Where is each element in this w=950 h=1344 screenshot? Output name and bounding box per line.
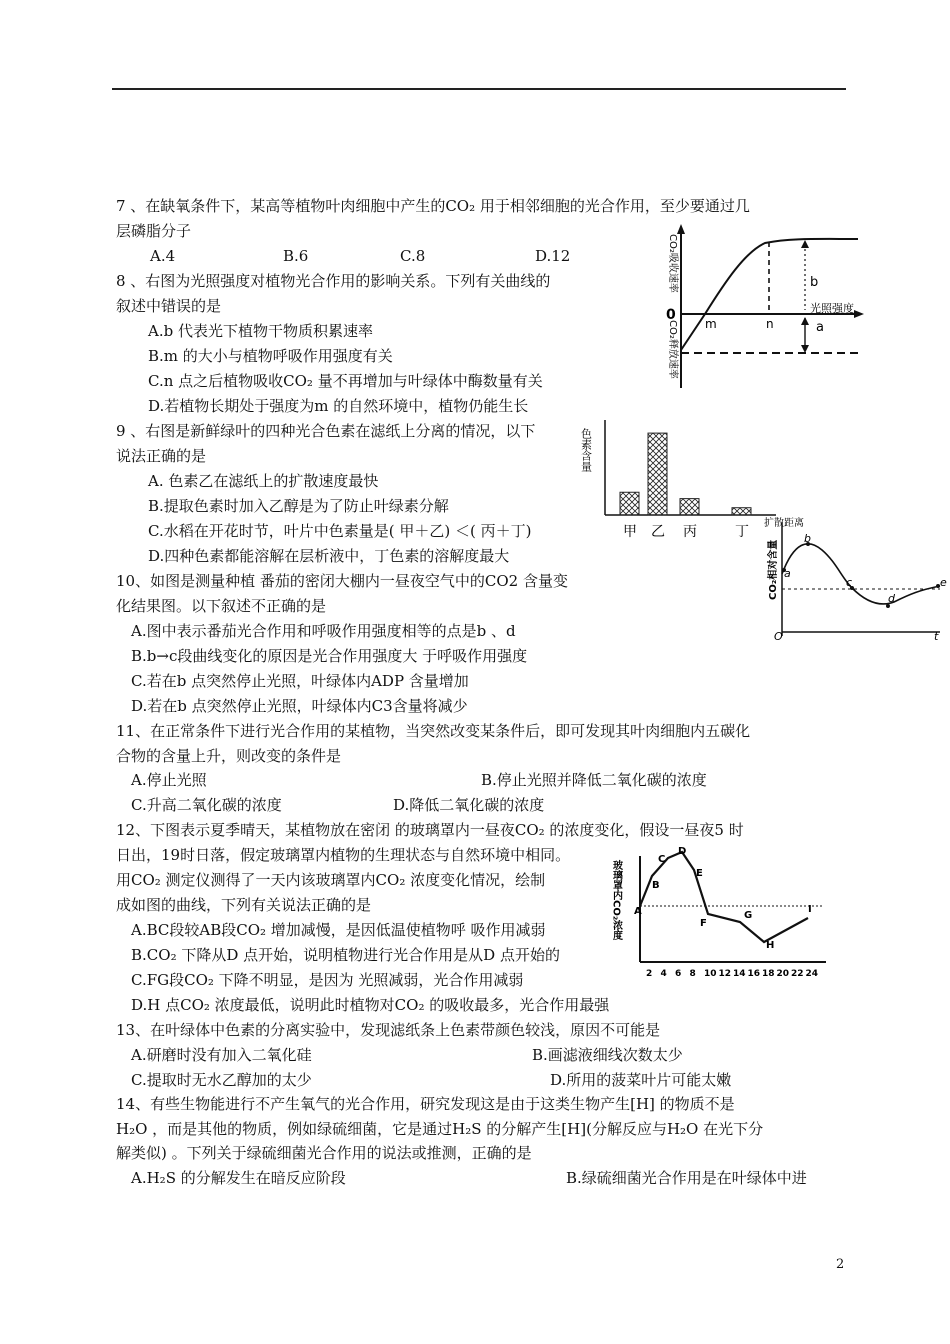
q10-option-b[interactable]: B.b→c段曲线变化的原因是光合作用强度大 于呼吸作用强度 — [131, 647, 528, 665]
q9-category-label-0: 甲 — [623, 524, 637, 540]
q8-stem-line1: 8 、右图为光照强度对植物光合作用的影响关系。下列有关曲线的 — [116, 272, 551, 290]
q13-option-a[interactable]: A.研磨时没有加入二氧化硅 — [131, 1046, 312, 1064]
q11-stem-line1: 11、在正常条件下进行光合作用的某植物，当突然改变某条件后，即可发现其叶肉细胞内五碳化 — [116, 722, 751, 740]
q10-label-b: b — [804, 532, 811, 545]
q10-label-c: c — [846, 576, 853, 589]
q12-option-a[interactable]: A.BC段较AB段CO₂ 增加减慢，是因低温使植物呼 吸作用减弱 — [131, 921, 546, 939]
q12-option-b[interactable]: B.CO₂ 下降从D 点开始，说明植物进行光合作用是从D 点开始的 — [131, 946, 560, 964]
q12-x-tick-8: 8 — [689, 969, 696, 979]
q8-x-label: 光照强度 — [810, 302, 854, 315]
q10-label-d: d — [888, 592, 895, 605]
q13-option-b[interactable]: B.画滤液细线次数太少 — [532, 1046, 683, 1064]
q12-x-tick-14: 14 — [733, 969, 746, 979]
q12-x-tick-20: 20 — [776, 969, 790, 979]
q12-stem-line2: 日出，19时日落，假定玻璃罩内植物的生理状态与自然环境中相同。 — [116, 846, 571, 864]
q10-y-label: CO₂相对含量 — [768, 539, 779, 600]
q11-option-c[interactable]: C.升高二氧化碳的浓度 — [131, 796, 282, 814]
q8-option-b[interactable]: B.m 的大小与植物呼吸作用强度有关 — [148, 347, 393, 365]
q12-x-tick-6: 6 — [675, 969, 682, 979]
q12-x-tick-24: 24 — [805, 969, 819, 979]
q8-stem-line2: 叙述中错误的是 — [116, 297, 222, 315]
q10-label-a: a — [784, 567, 791, 580]
q13-option-d[interactable]: D.所用的菠菜叶片可能太嫩 — [550, 1071, 732, 1089]
q8-figure-light-curve — [650, 222, 870, 390]
q9-bar-3 — [732, 508, 751, 515]
q8-x-arrow-icon — [854, 310, 864, 318]
q12-x-tick-16: 16 — [747, 969, 761, 979]
q8-origin-label: 0 — [666, 307, 676, 323]
q11-option-b[interactable]: B.停止光照并降低二氧化碳的浓度 — [481, 771, 707, 789]
q9-option-a[interactable]: A. 色素乙在滤纸上的扩散速度最快 — [148, 472, 379, 490]
q14-stem-line2: H₂O ，而是其他的物质，例如绿硫细菌，它是通过H₂S 的分解产生[H](分解反应与H₂O 在光下分 — [116, 1120, 764, 1138]
q12-stem-line4: 成如图的曲线，下列有关说法正确的是 — [116, 896, 372, 914]
q9-option-b[interactable]: B.提取色素时加入乙醇是为了防止叶绿素分解 — [148, 497, 449, 515]
q8-y-arrow-icon — [677, 224, 685, 234]
q9-x-label: 扩散距离 — [764, 518, 804, 529]
q7-stem-line2: 层磷脂分子 — [116, 222, 192, 240]
q12-option-d[interactable]: D.H 点CO₂ 浓度最低，说明此时植物对CO₂ 的吸收最多，光合作用最强 — [131, 996, 610, 1014]
q12-x-tick-2: 2 — [646, 969, 653, 979]
q9-category-label-2: 丙 — [683, 524, 697, 540]
q8-a-arrow-down-icon — [801, 345, 809, 353]
q12-option-c[interactable]: C.FG段CO₂ 下降不明显，是因为 光照减弱，光合作用减弱 — [131, 971, 524, 989]
q12-stem-line1: 12、下图表示夏季晴天，某植物放在密闭 的玻璃罩内一昼夜CO₂ 的浓度变化，假设一昼夜5 时 — [116, 821, 744, 839]
q12-x-tick-10: 10 — [704, 969, 717, 979]
q12-x-tick-4: 4 — [660, 969, 667, 979]
q8-option-a[interactable]: A.b 代表光下植物干物质积累速率 — [148, 322, 373, 340]
q9-option-c[interactable]: C.水稻在开花时节，叶片中色素量是( 甲＋乙) ＜( 丙＋丁) — [148, 522, 532, 540]
q9-category-label-3: 丁 — [735, 524, 749, 540]
q14-option-a[interactable]: A.H₂S 的分解发生在暗反应阶段 — [131, 1169, 346, 1187]
q8-b-label: b — [810, 275, 819, 290]
q7-option-c[interactable]: C.8 — [400, 247, 426, 265]
q11-option-a[interactable]: A.停止光照 — [131, 771, 207, 789]
q13-stem-line1: 13、在叶绿体中色素的分离实验中，发现滤纸条上色素带颜色较浅，原因不可能是 — [116, 1021, 661, 1039]
q8-option-c[interactable]: C.n 点之后植物吸收CO₂ 量不再增加与叶绿体中酶数量有关 — [148, 372, 543, 390]
q14-stem-line3: 解类似) 。下列关于绿硫细菌光合作用的说法或推测，正确的是 — [116, 1144, 532, 1162]
q10-option-c[interactable]: C.若在b 点突然停止光照，叶绿体内ADP 含量增加 — [131, 672, 469, 690]
q12-label-E: E — [696, 868, 703, 879]
q12-co2-day-figure — [612, 846, 830, 984]
q12-label-F: F — [700, 918, 707, 929]
q9-y-label: 色素含量 — [579, 428, 593, 472]
q12-label-B: B — [652, 880, 660, 891]
q9-stem-line1: 9 、右图是新鲜绿叶的四种光合色素在滤纸上分离的情况，以下 — [116, 422, 536, 440]
q12-x-tick-18: 18 — [762, 969, 775, 979]
q7-option-d[interactable]: D.12 — [535, 247, 571, 265]
q8-y-up-label: CO₂吸收速率 — [667, 234, 678, 293]
q10-stem-line1: 10、如图是测量种植 番茄的密闭大棚内一昼夜空气中的CO2 含量变 — [116, 572, 568, 590]
q11-option-d[interactable]: D.降低二氧化碳的浓度 — [393, 796, 545, 814]
q8-b-arrow-icon — [801, 240, 809, 248]
q12-label-C: C — [658, 854, 666, 865]
header-rule — [112, 88, 846, 90]
q10-origin-label: O — [774, 630, 783, 643]
q9-bar-2 — [680, 499, 699, 515]
q8-y-down-label: CO₂释放速率 — [667, 320, 678, 379]
q9-category-label-1: 乙 — [651, 524, 665, 540]
q8-n-label: n — [766, 317, 774, 331]
q14-option-b[interactable]: B.绿硫细菌光合作用是在叶绿体中进 — [566, 1169, 807, 1187]
q9-option-d[interactable]: D.四种色素都能溶解在层析液中，丁色素的溶解度最大 — [148, 547, 510, 565]
q12-y-label: 玻璃罩内CO₂浓度 — [610, 860, 622, 941]
q7-stem-line1: 7 、在缺氧条件下，某高等植物叶肉细胞中产生的CO₂ 用于相邻细胞的光合作用，至少要通过几 — [116, 197, 750, 215]
q7-option-b[interactable]: B.6 — [283, 247, 309, 265]
q12-label-I: I — [808, 904, 812, 915]
q8-a-arrow-up-icon — [801, 317, 809, 325]
page-number: 2 — [836, 1257, 845, 1272]
q8-m-label: m — [705, 317, 717, 331]
q12-label-H: H — [766, 940, 775, 951]
q14-stem-line1: 14、有些生物能进行不产生氧气的光合作用，研究发现这是由于这类生物产生[H] 的物质不是 — [116, 1095, 735, 1113]
q13-option-c[interactable]: C.提取时无水乙醇加的太少 — [131, 1071, 312, 1089]
q10-option-a[interactable]: A.图中表示番茄光合作用和呼吸作用强度相等的点是b 、d — [131, 622, 516, 640]
q12-stem-line3: 用CO₂ 测定仪测得了一天内该玻璃罩内CO₂ 浓度变化情况，绘制 — [116, 871, 546, 889]
q10-curve — [782, 544, 940, 604]
q9-bar-1 — [648, 433, 667, 515]
q12-x-tick-12: 12 — [718, 969, 732, 979]
q10-co2-curve-figure — [760, 514, 950, 642]
q10-x-label: t — [934, 630, 939, 643]
q12-x-tick-22: 22 — [791, 969, 804, 979]
q7-option-a[interactable]: A.4 — [150, 247, 176, 265]
q12-label-A: A — [634, 906, 642, 917]
q9-bar-0 — [620, 492, 639, 515]
q10-option-d[interactable]: D.若在b 点突然停止光照，叶绿体内C3含量将减少 — [131, 697, 468, 715]
q10-stem-line2: 化结果图。以下叙述不正确的是 — [116, 597, 327, 615]
q12-curve — [640, 852, 808, 942]
q8-a-label: a — [816, 320, 824, 335]
q8-option-d[interactable]: D.若植物长期处于强度为m 的自然环境中，植物仍能生长 — [148, 397, 529, 415]
q10-label-e: e — [940, 576, 947, 589]
q12-label-G: G — [744, 910, 753, 921]
q9-stem-line2: 说法正确的是 — [116, 447, 207, 465]
q11-stem-line2: 合物的含量上升，则改变的条件是 — [116, 747, 342, 765]
q12-label-D: D — [678, 846, 687, 857]
